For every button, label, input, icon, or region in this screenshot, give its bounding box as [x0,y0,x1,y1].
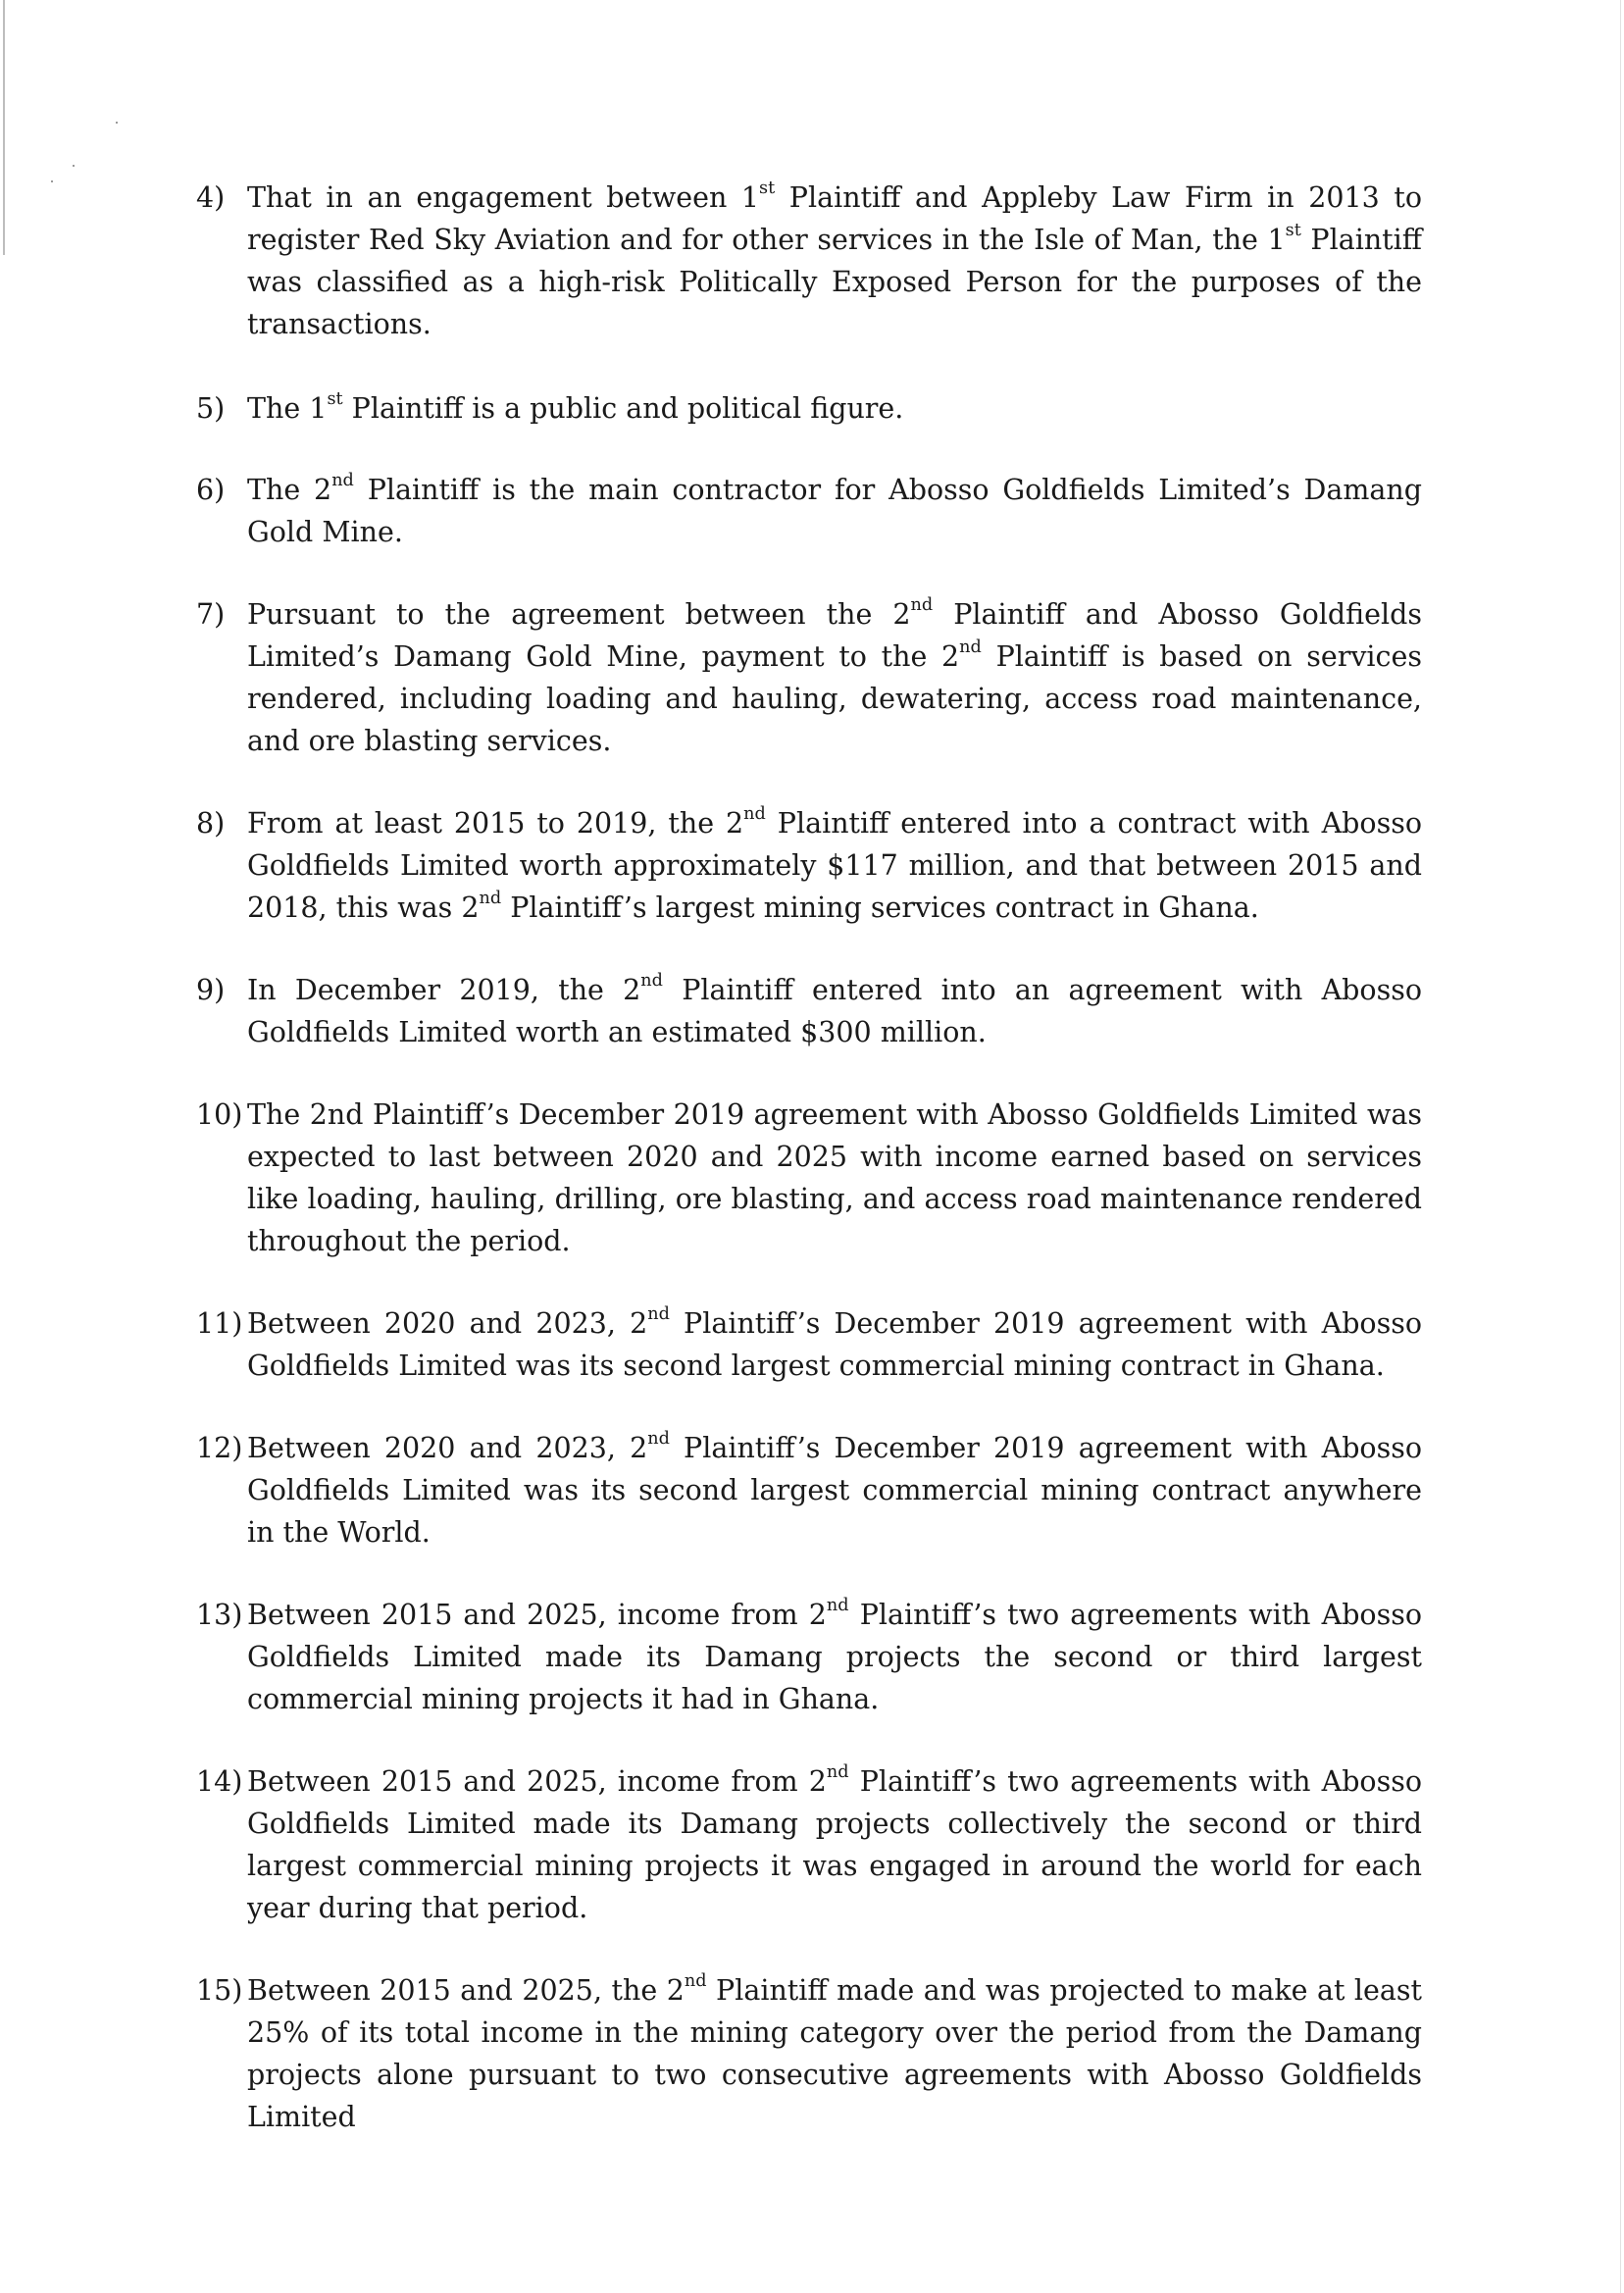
scan-speck [51,180,53,182]
paragraph-number: 7) [196,598,226,631]
paragraph-text: In December 2019, the 2nd Plaintiff entered into an agreement with Abosso Goldfields Limited worth an estimated $300 million. [247,970,1422,1048]
document-body [196,177,1422,2138]
paragraph-number: 12) [196,1432,243,1464]
paragraph-number: 4) [196,181,226,214]
paragraph-5 [196,387,1422,430]
paragraph-number: 5) [196,392,226,425]
paragraph-4 [196,177,1422,345]
paragraph-number: 13) [196,1599,243,1631]
paragraph-text: The 1st Plaintiff is a public and political figure. [247,388,904,425]
paragraph-text: The 2nd Plaintiff’s December 2019 agreement with Abosso Goldfields Limited was expected to last between 2020 and 2025 with income earned based on services like loading, hauling, drilling, ore blasting, and access road maintenance rendered throughout the period. [247,1098,1422,1257]
paragraph-number: 9) [196,974,226,1006]
paragraph-8 [196,802,1422,929]
paragraph-12 [196,1427,1422,1554]
paragraph-number: 6) [196,474,226,506]
paragraph-number: 11) [196,1307,243,1340]
paragraph-14 [196,1760,1422,1929]
paragraph-text: Pursuant to the agreement between the 2nd Plaintiff and Abosso Goldfields Limited’s Damang Gold Mine, payment to the 2nd Plaintiff is based on services rendered, including loading and hauling, dewatering, access road maintenance, and ore blasting services. [247,594,1422,757]
paragraph-11 [196,1302,1422,1387]
paragraph-number: 15) [196,1974,243,2007]
paragraph-13 [196,1594,1422,1720]
paragraph-text: From at least 2015 to 2019, the 2nd Plaintiff entered into a contract with Abosso Goldfields Limited worth approximately $117 million, and that between 2015 and 2018, this was 2nd Plaintiff’s largest mining services contract in Ghana. [247,803,1422,924]
paragraph-9 [196,969,1422,1053]
paragraph-number: 8) [196,807,226,840]
paragraph-text: Between 2015 and 2025, the 2nd Plaintiff made and was projected to make at least 25% of its total income in the mining category over the period from the Damang projects alone pursuant to two consecutive agreements with Abosso Goldfields Limited [247,1970,1422,2133]
scan-speck [73,165,75,167]
paragraph-text: Between 2020 and 2023, 2nd Plaintiff’s December 2019 agreement with Abosso Goldfields Limited was its second largest commercial mining contract in Ghana. [247,1303,1422,1382]
paragraph-number: 14) [196,1765,243,1798]
paragraph-15 [196,1969,1422,2138]
scan-speck [116,122,118,124]
paragraph-10 [196,1094,1422,1262]
paragraph-text: Between 2015 and 2025, income from 2nd Plaintiff’s two agreements with Abosso Goldfields Limited made its Damang projects the second or third largest commercial mining projects it had in Ghana. [247,1595,1423,1715]
paragraph-number: 10) [196,1098,243,1131]
paragraph-6 [196,469,1422,553]
paragraph-text: Between 2015 and 2025, income from 2nd Plaintiff’s two agreements with Abosso Goldfields Limited made its Damang projects collectively the second or third largest commercial mining projects it was engaged in around the world for each year during that period. [247,1761,1423,1924]
paragraph-text: That in an engagement between 1st Plaintiff and Appleby Law Firm in 2013 to register Red Sky Aviation and for other services in the Isle of Man, the 1st Plaintiff was classified as a high-risk Politically Exposed Person for the purposes of the transactions. [247,178,1422,340]
paragraph-text: The 2nd Plaintiff is the main contractor for Abosso Goldfields Limited’s Damang Gold Mine. [247,470,1422,548]
paragraph-text: Between 2020 and 2023, 2nd Plaintiff’s December 2019 agreement with Abosso Goldfields Limited was its second largest commercial mining contract anywhere in the World. [247,1428,1422,1549]
paragraph-7 [196,593,1422,762]
scan-edge-left [3,0,5,255]
scan-edge-right [1620,0,1621,2293]
